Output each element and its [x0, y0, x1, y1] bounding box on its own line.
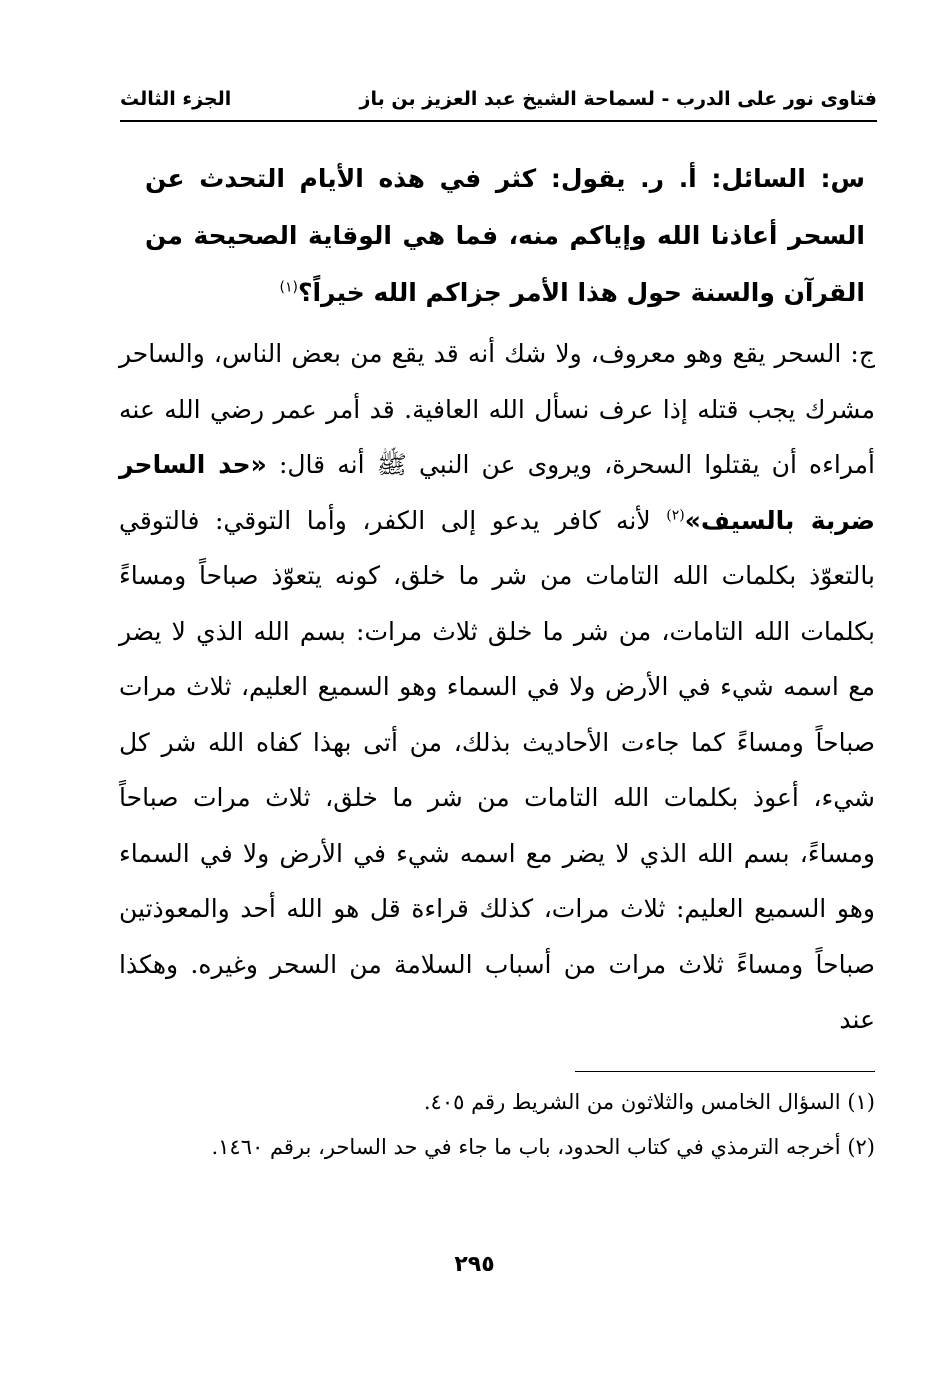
question-label: س: — [820, 164, 865, 193]
answer-paragraph — [119, 326, 875, 1048]
page-number: ٢٩٥ — [454, 1252, 495, 1277]
answer-text-before-hadith: السحر يقع وهو معروف، ولا شك أنه قد يقع من بعض الناس، والساحر مشرك يجب قتله إذا عرف نسأل الله العافية. قد أمر عمر رضي الله عنه أمراءه أن يقتلوا السحرة، ويروى عن النبي ﷺ أنه قال: — [119, 339, 875, 479]
book-title: فتاوى نور على الدرب - لسماحة الشيخ عبد العزيز بن باز — [359, 88, 877, 110]
hadith-quote: «حد الساحر ضربة بالسيف» — [119, 450, 875, 535]
question-paragraph — [145, 150, 865, 321]
volume-label: الجزء الثالث — [120, 88, 232, 110]
answer-label: ج: — [850, 339, 875, 368]
footnotes — [115, 1080, 875, 1170]
footnote-divider — [575, 1071, 875, 1072]
footnote-2: (٢) أخرجه الترمذي في كتاب الحدود، باب ما جاء في حد الساحر، برقم ١٤٦٠. — [211, 1135, 875, 1159]
running-header — [120, 84, 877, 122]
footnote-ref-2: (٢) — [666, 507, 685, 524]
question-text: السائل: أ. ر. يقول: كثر في هذه الأيام التحدث عن السحر أعاذنا الله وإياكم منه، فما هي الوقاية الصحيحة من القرآن والسنة حول هذا الأمر جزاكم الله خيراً؟ — [145, 164, 865, 307]
footnote-1: (١) السؤال الخامس والثلاثون من الشريط رقم ٤٠٥. — [423, 1090, 875, 1114]
answer-text-after-hadith: لأنه كافر يدعو إلى الكفر، وأما التوقي: فالتوقي بالتعوّذ بكلمات الله التامات من شر ما خلق، كونه يتعوّذ صباحاً ومساءً بكلمات الله التامات، من شر ما خلق ثلاث مرات: بسم الله الذي لا يضر مع اسمه شيء في الأرض ولا في السماء وهو السميع العليم، ثلاث مرات صباحاً ومساءً كما جاءت الأحاديث بذلك، من أتى بهذا كفاه الله شر كل شيء، أعوذ بكلمات الله التامات من شر ما خلق، ثلاث مرات صباحاً ومساءً، بسم الله الذي لا يضر مع اسمه شيء في الأرض ولا في السماء وهو السميع العليم: ثلاث مرات، كذلك قراءة قل هو الله أحد والمعوذتين صباحاً ومساءً ثلاث مرات من أسباب السلامة من السحر وغيره. وهكذا عند — [119, 505, 875, 1034]
footnote-ref-1: (١) — [279, 279, 298, 296]
